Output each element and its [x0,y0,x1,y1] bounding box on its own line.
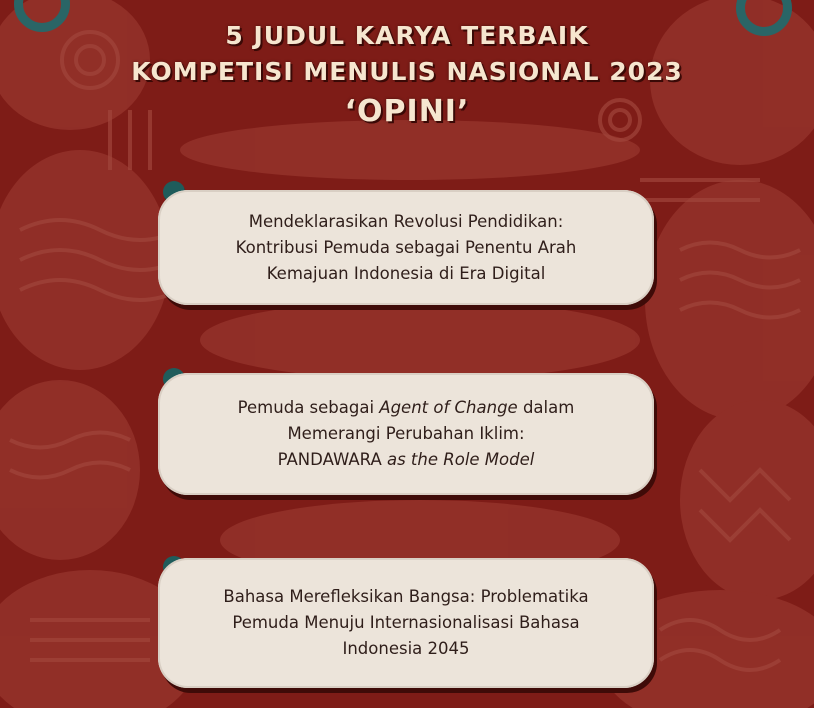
card-1-line: Kemajuan Indonesia di Era Digital [266,263,546,283]
card-1-text [212,209,601,287]
title-card-2 [158,373,654,495]
title-line-1: 5 JUDUL KARYA TERBAIK [225,21,589,50]
title-card-1 [158,190,654,305]
card-1-line: Kontribusi Pemuda sebagai Penentu Arah [235,237,577,257]
card-2-line-3-pre: PANDAWARA [277,450,387,469]
card-2-line-3-italic: as the Role Model [386,450,535,469]
card-3-line: Bahasa Merefleksikan Bangsa: Problematika [223,587,589,606]
title-card-3 [158,558,654,688]
title-line-3: ‘OPINI’ [344,93,470,129]
card-2-line-1-pre: Pemuda sebagai [237,398,380,417]
card-1-line: Mendeklarasikan Revolusi Pendidikan: [248,211,564,231]
card-2-text [214,395,599,473]
card-3-text [199,584,612,662]
card-3-line: Pemuda Menuju Internasionalisasi Bahasa [232,613,580,632]
title-line-2: KOMPETISI MENULIS NASIONAL 2023 [131,57,683,87]
card-2-line-1-italic: Agent of Change [379,398,518,417]
card-3-line: Indonesia 2045 [342,639,470,658]
card-2-line-1-post: dalam [517,398,575,417]
page-title [0,18,814,133]
card-2-line-2: Memerangi Perubahan Iklim: [287,424,525,443]
